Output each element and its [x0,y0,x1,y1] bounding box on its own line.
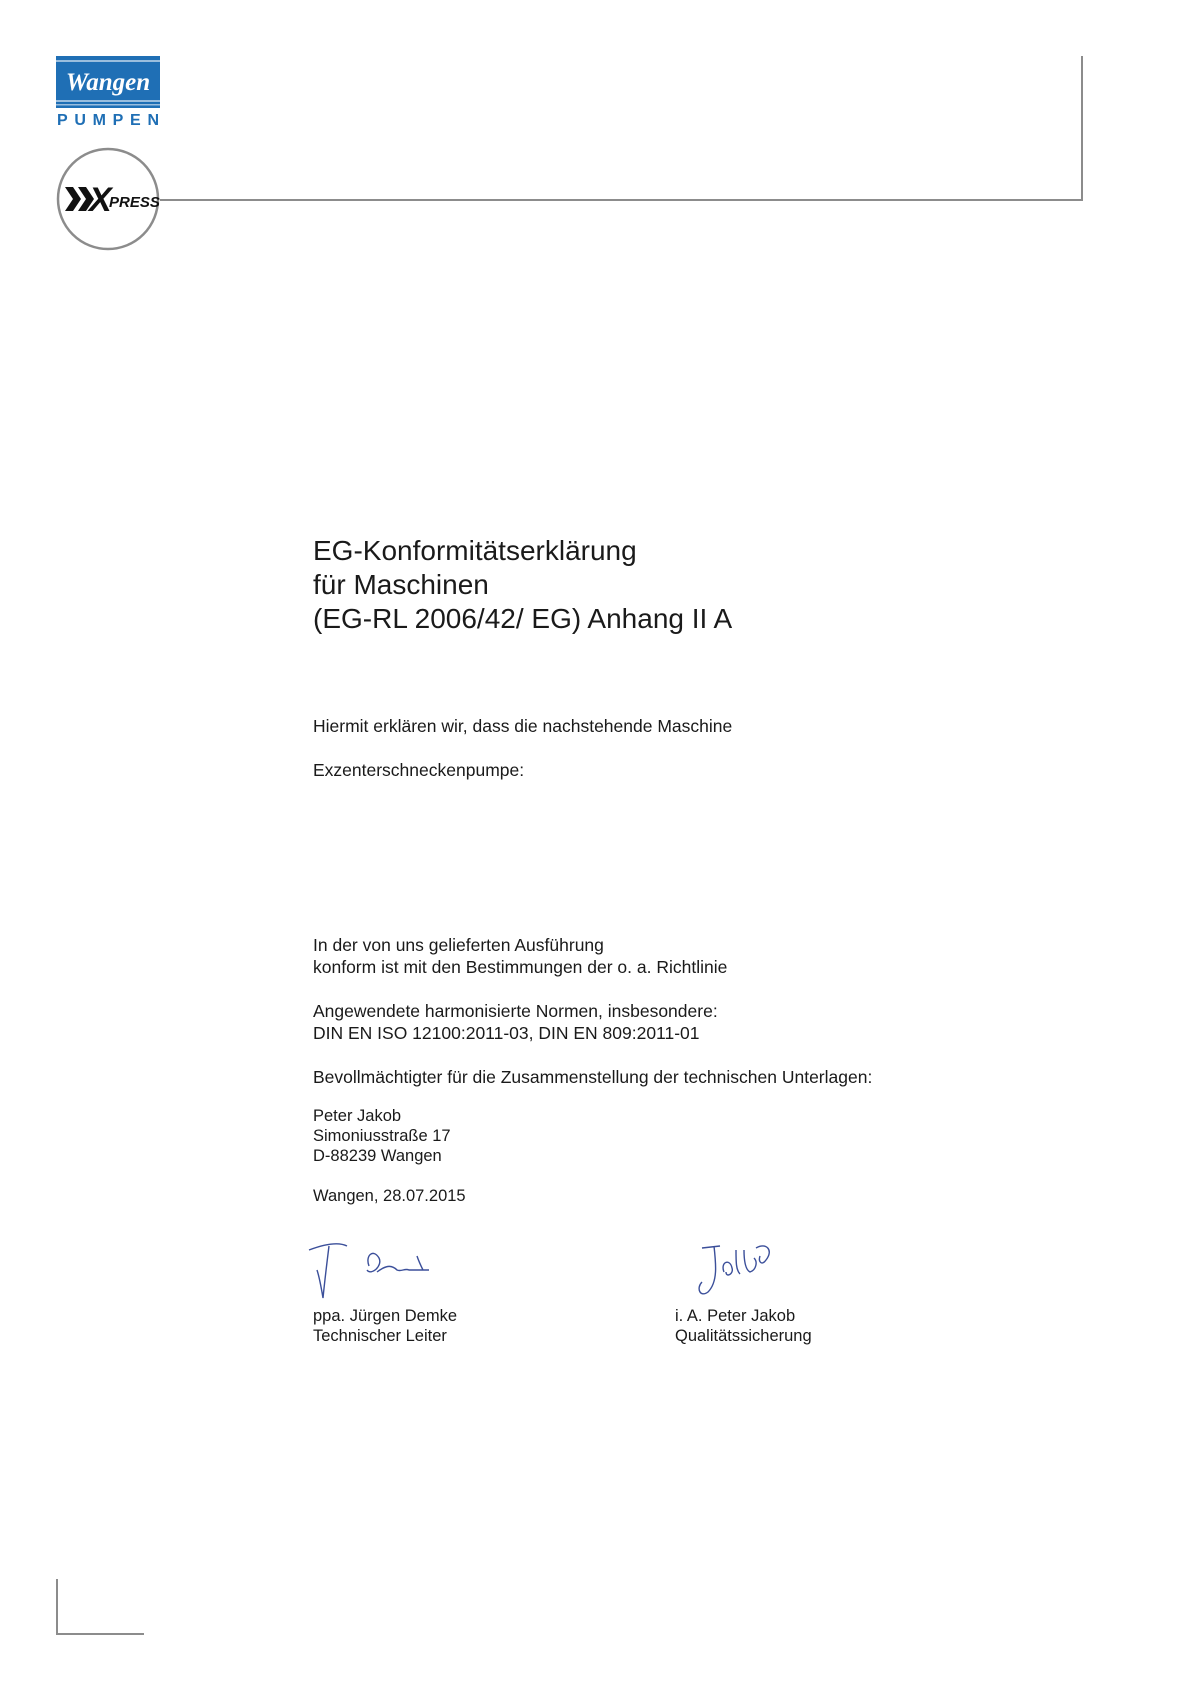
norms-value: DIN EN ISO 12100:2011-03, DIN EN 809:2011-01 [313,1023,700,1043]
signatory-2-role: Qualitätssicherung [675,1327,812,1345]
machine-label: Exzenterschneckenpumpe: [313,760,525,780]
title-line-3: (EG-RL 2006/42/ EG) Anhang II A [313,603,733,634]
intro-text: Hiermit erklären wir, dass die nachstehende Maschine [313,716,733,736]
conformity-line-1: In der von uns gelieferten Ausführung [313,935,604,955]
place-date: Wangen, 28.07.2015 [313,1187,466,1205]
title-line-1: EG-Konformitätserklärung [313,535,637,566]
signatory-1-role: Technischer Leiter [313,1327,447,1345]
footer-corner-vertical [56,1579,58,1635]
address-city: D-88239 Wangen [313,1147,442,1165]
norms-label: Angewendete harmonisierte Normen, insbesondere: [313,1001,718,1021]
title-line-2: für Maschinen [313,569,489,600]
header-rule [160,199,1083,201]
signature-jakob [690,1236,840,1306]
svg-text:PUMPEN: PUMPEN [57,112,159,128]
conformity-line-2: konform ist mit den Bestimmungen der o. a. Richtlinie [313,957,728,977]
signatory-1-name: ppa. Jürgen Demke [313,1307,457,1325]
footer-corner-horizontal [56,1633,144,1635]
svg-text:PRESS: PRESS [109,194,160,211]
address-name: Peter Jakob [313,1107,402,1125]
wangen-pumpen-logo [56,56,160,128]
signature-demke [305,1236,455,1306]
svg-text:X: X [89,181,112,219]
address-street: Simoniusstraße 17 [313,1127,451,1145]
signatory-2-name: i. A. Peter Jakob [675,1307,796,1325]
document-title [313,534,732,636]
xpress-logo [56,147,160,251]
svg-text:Wangen: Wangen [65,69,151,96]
authorized-label: Bevollmächtigter für die Zusammenstellung der technischen Unterlagen: [313,1067,873,1087]
header-rule-vertical [1081,56,1083,201]
